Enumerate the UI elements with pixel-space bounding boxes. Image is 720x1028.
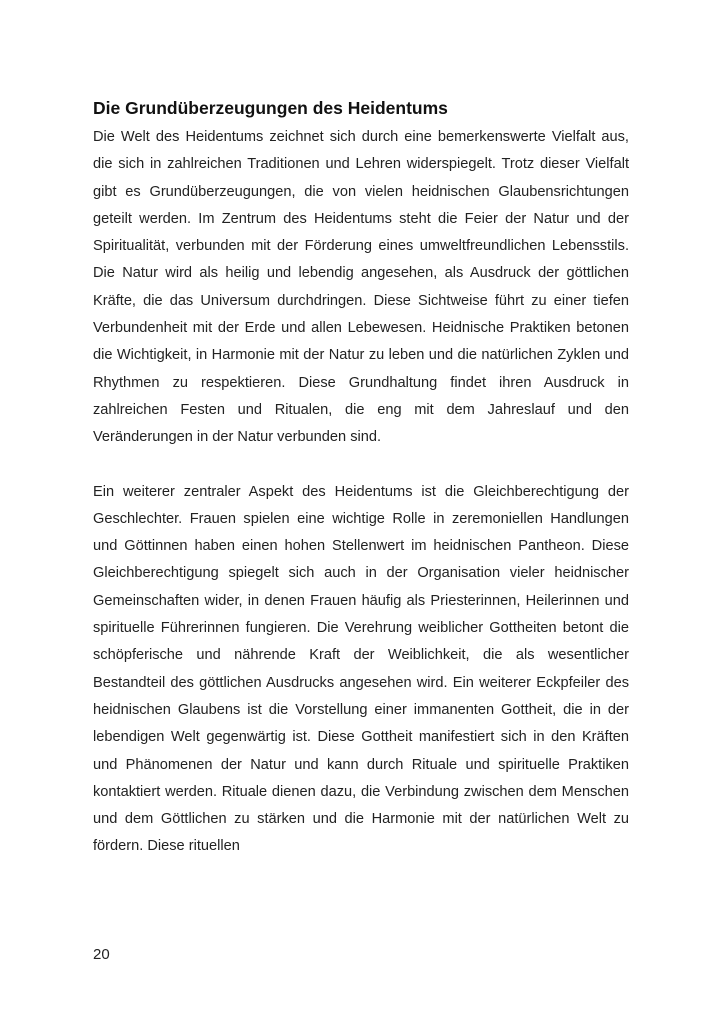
document-page (93, 96, 629, 861)
paragraph-1: Die Welt des Heidentums zeichnet sich durch eine bemerkenswerte Vielfalt aus, die sich in zahlreichen Traditionen und Lehren widerspiegelt. Trotz dieser Vielfalt gibt es Grundüberzeugungen, die von vielen heidnischen Glaubensrichtungen geteilt werden. Im Zentrum des Heidentums steht die Feier der Natur und der Spiritualität, verbunden mit der Förderung eines umweltfreundlichen Lebensstils. Die Natur wird als heilig und lebendig angesehen, als Ausdruck der göttlichen Kräfte, die das Universum durchdringen. Diese Sichtweise führt zu einer tiefen Verbundenheit mit der Erde und allen Lebewesen. Heidnische Praktiken betonen die Wichtigkeit, in Harmonie mit der Natur zu leben und die natürlichen Zyklen und Rhythmen zu respektieren. Diese Grundhaltung findet ihren Ausdruck in zahlreichen Festen und Ritualen, die eng mit dem Jahreslauf und den Veränderungen in der Natur verbunden sind. (93, 129, 629, 446)
section-heading: Die Grundüberzeugungen des Heidentums (93, 98, 448, 118)
paragraph-2: Ein weiterer zentraler Aspekt des Heidentums ist die Gleichberechtigung der Geschlechter. Frauen spielen eine wichtige Rolle in zeremoniellen Handlungen und Göttinnen haben einen hohen Stellenwert im heidnischen Pantheon. Diese Gleichberechtigung spiegelt sich auch in der Organisation vieler heidnischer Gemeinschaften wider, in denen Frauen häufig als Priesterinnen, Heilerinnen und spirituelle Führerinnen fungieren. Die Verehrung weiblicher Gottheiten betont die schöpferische und nährende Kraft der Weiblichkeit, die als wesentlicher Bestandteil des göttlichen Ausdrucks angesehen wird. Ein weiterer Eckpfeiler des heidnischen Glaubens ist die Vorstellung einer immanenten Gottheit, die in der lebendigen Welt gegenwärtig ist. Diese Gottheit manifestiert sich in den Kräften und Phänomenen der Natur und kann durch Rituale und spirituelle Praktiken kontaktiert werden. Rituale dienen dazu, die Verbindung zwischen dem Menschen und dem Göttlichen zu stärken und die Harmonie mit der natürlichen Welt zu fördern. Diese rituellen (93, 483, 629, 855)
page-number: 20 (93, 946, 110, 963)
